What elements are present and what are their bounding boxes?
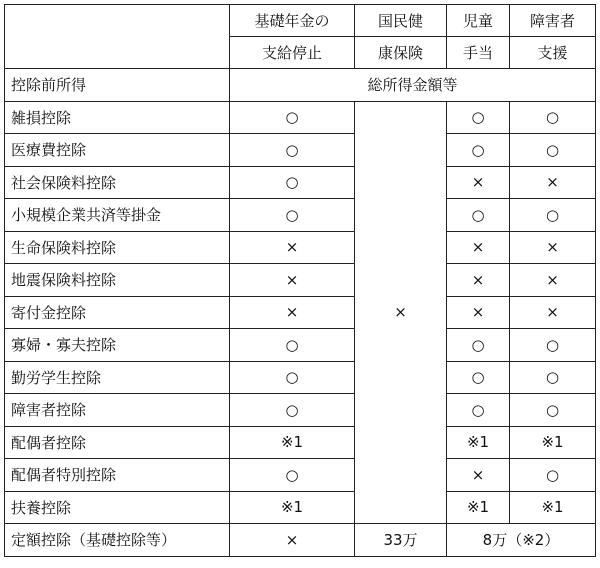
income-row	[5, 69, 596, 102]
child-mark: ※1	[447, 426, 510, 459]
child-mark: ※1	[447, 491, 510, 524]
disability-mark: ○	[510, 459, 596, 492]
header-pension-line2: 支給停止	[230, 37, 355, 69]
child-mark: ○	[447, 101, 510, 134]
header-disability-line2: 支援	[510, 37, 596, 69]
pension-mark: ○	[230, 134, 355, 167]
header-child-line1: 児童	[447, 5, 510, 37]
row-label: 小規模企業共済等掛金	[5, 199, 230, 232]
row-label: 勤労学生控除	[5, 361, 230, 394]
child-mark: ×	[447, 459, 510, 492]
pension-mark: ※1	[230, 426, 355, 459]
child-mark: ○	[447, 329, 510, 362]
disability-mark: ○	[510, 329, 596, 362]
income-value: 総所得金額等	[230, 69, 596, 102]
table-row	[5, 199, 596, 232]
deduction-table	[4, 4, 596, 557]
pension-mark: ※1	[230, 491, 355, 524]
corner-cell	[5, 5, 230, 69]
header-child-line2: 手当	[447, 37, 510, 69]
pension-mark: ○	[230, 394, 355, 427]
pension-mark: ○	[230, 459, 355, 492]
table-row	[5, 231, 596, 264]
fixed-kokuho: 33万	[355, 524, 447, 557]
row-label: 医療費控除	[5, 134, 230, 167]
disability-mark: ※1	[510, 426, 596, 459]
header-kokuho-line1: 国民健	[355, 5, 447, 37]
disability-mark: ×	[510, 264, 596, 297]
child-mark: ○	[447, 134, 510, 167]
table-row	[5, 394, 596, 427]
fixed-pension: ×	[230, 524, 355, 557]
row-label: 生命保険料控除	[5, 231, 230, 264]
table-row	[5, 134, 596, 167]
disability-mark: ×	[510, 166, 596, 199]
pension-mark: ×	[230, 296, 355, 329]
row-label: 社会保険料控除	[5, 166, 230, 199]
pension-mark: ○	[230, 166, 355, 199]
table-row	[5, 426, 596, 459]
pension-mark: ○	[230, 101, 355, 134]
table-row	[5, 361, 596, 394]
child-mark: ×	[447, 166, 510, 199]
row-label: 障害者控除	[5, 394, 230, 427]
table-row	[5, 459, 596, 492]
kokuho-merged-mark: ×	[355, 101, 447, 524]
child-mark: ○	[447, 394, 510, 427]
child-mark: ○	[447, 361, 510, 394]
header-kokuho-line2: 康保険	[355, 37, 447, 69]
child-mark: ×	[447, 231, 510, 264]
disability-mark: ※1	[510, 491, 596, 524]
row-label: 寡婦・寡夫控除	[5, 329, 230, 362]
header-pension-line1: 基礎年金の	[230, 5, 355, 37]
row-label: 寄付金控除	[5, 296, 230, 329]
table-row	[5, 264, 596, 297]
disability-mark: ○	[510, 101, 596, 134]
table-row	[5, 296, 596, 329]
disability-mark: ○	[510, 199, 596, 232]
disability-mark: ×	[510, 231, 596, 264]
header-disability-line1: 障害者	[510, 5, 596, 37]
income-label: 控除前所得	[5, 69, 230, 102]
pension-mark: ○	[230, 199, 355, 232]
disability-mark: ○	[510, 361, 596, 394]
pension-mark: ○	[230, 361, 355, 394]
child-mark: ×	[447, 296, 510, 329]
disability-mark: ×	[510, 296, 596, 329]
fixed-child-disability: 8万（※2）	[447, 524, 596, 557]
row-label: 扶養控除	[5, 491, 230, 524]
child-mark: ×	[447, 264, 510, 297]
fixed-label: 定額控除（基礎控除等）	[5, 524, 230, 557]
table-row	[5, 491, 596, 524]
disability-mark: ○	[510, 134, 596, 167]
table-row	[5, 166, 596, 199]
disability-mark: ○	[510, 394, 596, 427]
table-row	[5, 329, 596, 362]
row-label: 配偶者控除	[5, 426, 230, 459]
row-label: 配偶者特別控除	[5, 459, 230, 492]
row-label: 地震保険料控除	[5, 264, 230, 297]
row-label: 雑損控除	[5, 101, 230, 134]
header-row-1	[5, 5, 596, 37]
table-row	[5, 101, 596, 134]
pension-mark: ×	[230, 231, 355, 264]
child-mark: ○	[447, 199, 510, 232]
deduction-rows	[5, 101, 596, 524]
pension-mark: ×	[230, 264, 355, 297]
pension-mark: ○	[230, 329, 355, 362]
fixed-deduction-row	[5, 524, 596, 557]
